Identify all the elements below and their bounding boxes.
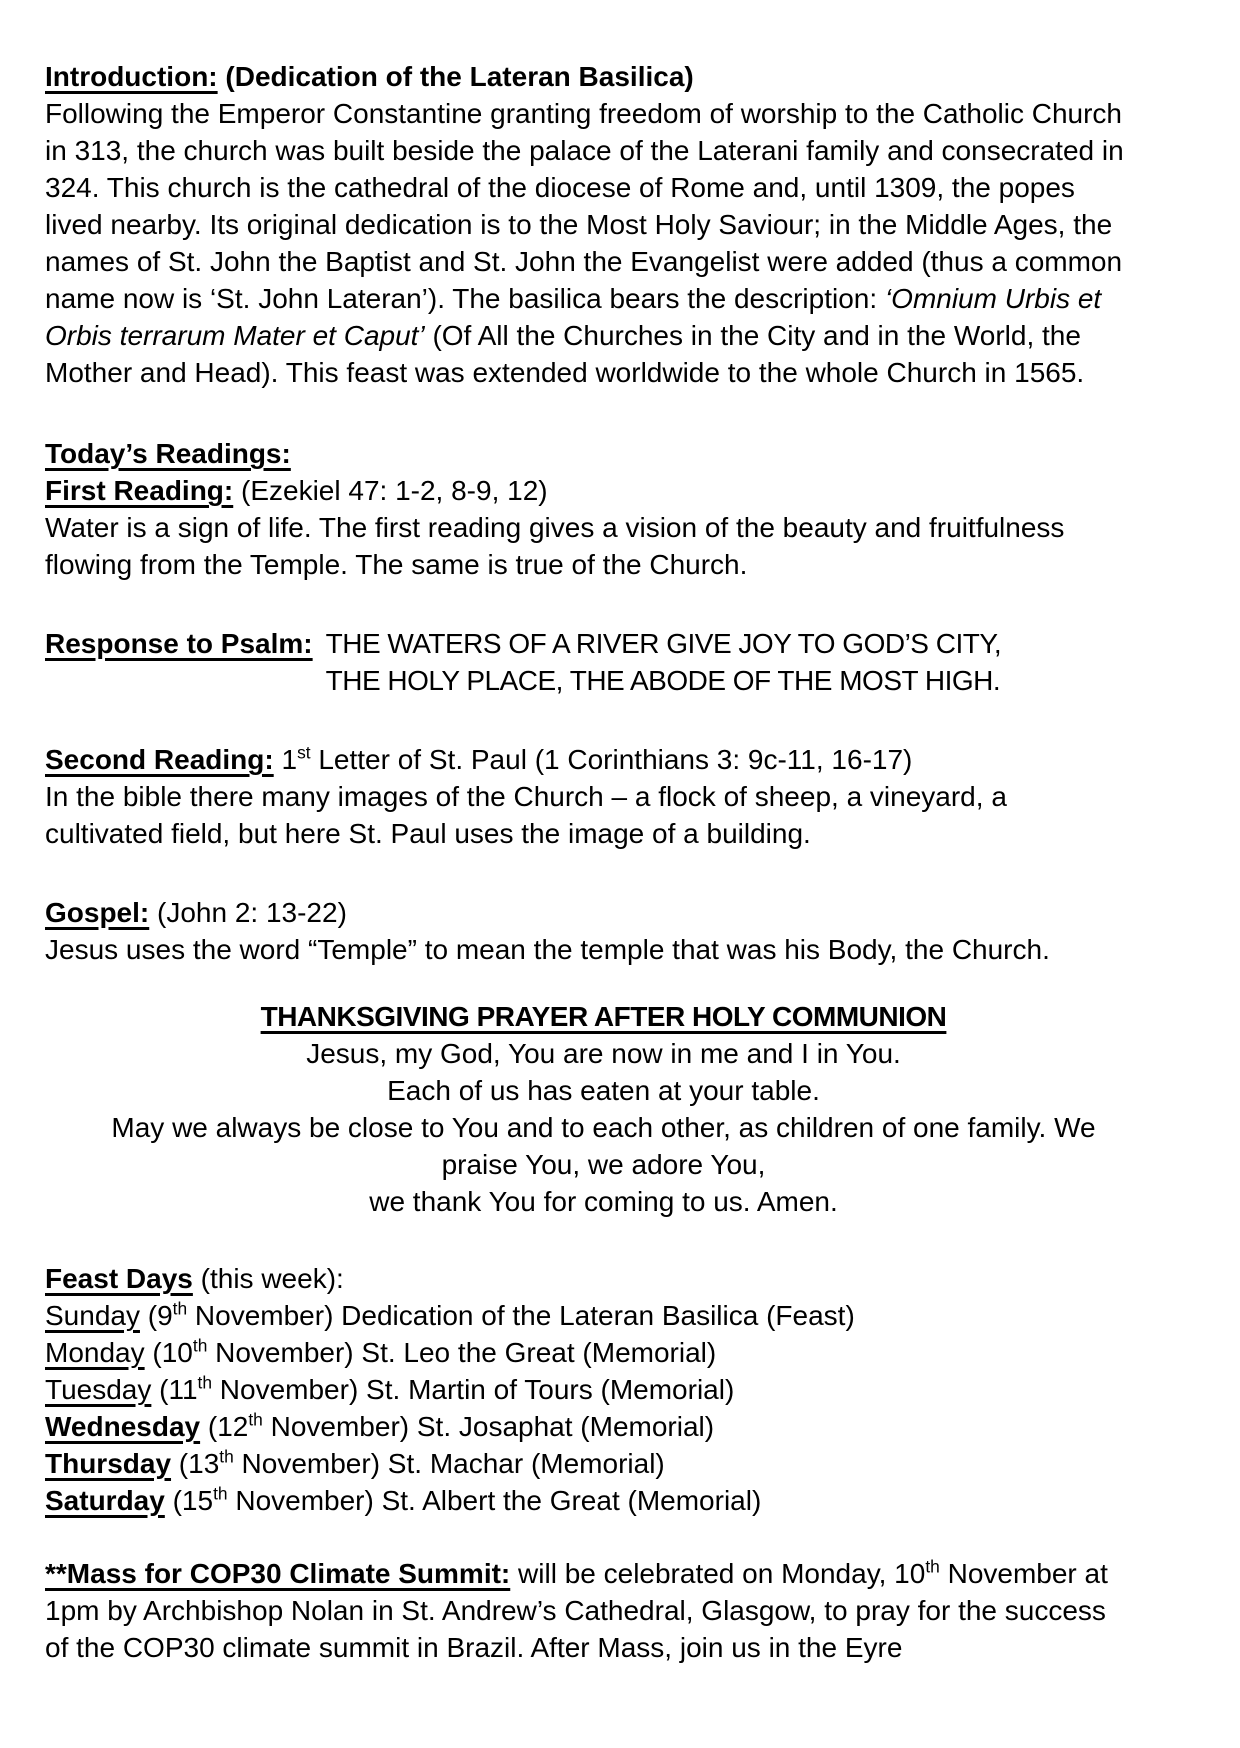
feast-day-row xyxy=(45,1445,1195,1482)
feast-day-row xyxy=(45,1408,1195,1445)
feast-day-description: November) St. Josaphat (Memorial) xyxy=(262,1411,715,1442)
prayer-heading: THANKSGIVING PRAYER AFTER HOLY COMMUNION xyxy=(260,1001,947,1032)
cop30-label: **Mass for COP30 Climate Summit: xyxy=(45,1558,511,1589)
gospel-reference: (John 2: 13-22) xyxy=(149,897,347,928)
first-reading-label: First Reading: xyxy=(45,475,234,506)
feast-day-name: Sunday xyxy=(45,1300,140,1331)
feast-day-date-open: (10 xyxy=(144,1337,193,1368)
second-reading-heading xyxy=(45,741,1195,778)
feast-days-heading-rest: (this week): xyxy=(192,1263,344,1294)
prayer-line: praise You, we adore You, xyxy=(441,1149,766,1180)
feast-day-date-open: (15 xyxy=(164,1485,214,1516)
feast-day-ordinal-suffix: th xyxy=(213,1483,228,1504)
psalm-response-line2: THE HOLY PLACE, THE ABODE OF THE MOST HIGH. xyxy=(325,665,1001,696)
feast-day-row xyxy=(45,1334,1195,1371)
feast-day-row xyxy=(45,1371,1195,1408)
feast-days-heading xyxy=(45,1260,1195,1297)
psalm-response-lines xyxy=(326,625,1002,699)
first-reading-body: Water is a sign of life. The first reading gives a vision of the beauty and fruitfulness flowing from the Temple. The same is true of the Church. xyxy=(45,512,1065,580)
cop30-text-before-sup: will be celebrated on Monday, 10 xyxy=(510,1558,926,1589)
first-reading-heading xyxy=(45,472,1195,509)
second-reading-reference: Letter of St. Paul (1 Corinthians 3: 9c-11, 16-17) xyxy=(310,744,913,775)
second-reading-label: Second Reading: xyxy=(45,744,274,775)
introduction-body xyxy=(45,95,1125,391)
prayer-lines xyxy=(45,1035,1162,1220)
first-reading-reference: (Ezekiel 47: 1-2, 8-9, 12) xyxy=(233,475,548,506)
feast-day-row xyxy=(45,1482,1195,1519)
prayer-line: we thank You for coming to us. Amen. xyxy=(369,1186,838,1217)
psalm-response-line1: THE WATERS OF A RIVER GIVE JOY TO GOD’S CITY, xyxy=(325,628,1002,659)
second-reading-number: 1 xyxy=(273,744,298,775)
prayer-line: May we always be close to You and to each other, as children of one family. We xyxy=(111,1112,1096,1143)
section-second-reading xyxy=(45,741,1195,852)
feast-day-name: Saturday xyxy=(45,1485,165,1516)
todays-readings-heading: Today’s Readings: xyxy=(45,438,291,469)
feast-days-label: Feast Days xyxy=(45,1263,193,1294)
feast-day-description: November) St. Martin of Tours (Memorial) xyxy=(212,1374,735,1405)
feast-day-description: November) St. Albert the Great (Memorial) xyxy=(227,1485,762,1516)
prayer-line: Jesus, my God, You are now in me and I in You. xyxy=(306,1038,901,1069)
prayer-line: Each of us has eaten at your table. xyxy=(387,1075,820,1106)
feast-day-name: Monday xyxy=(45,1337,145,1368)
section-feast-days xyxy=(45,1260,1195,1519)
cop30-ordinal-suffix: th xyxy=(925,1556,940,1577)
second-reading-body: In the bible there many images of the Church – a flock of sheep, a vineyard, a cultivated field, but here St. Paul uses the image of a building. xyxy=(45,781,1007,849)
introduction-body-text: Following the Emperor Constantine granting freedom of worship to the Catholic Church in 313, the church was built beside the palace of the Laterani family and consecrated in 324. This church is the cathedral of the diocese of Rome and, until 1309, the popes lived nearby. Its original dedication is to the Most Holy Saviour; in the Middle Ages, the names of St. John the Baptist and St. John the Evangelist were added (thus a common name now is ‘St. John Lateran’). The basilica bears the description: xyxy=(45,98,1124,314)
section-cop30-mass xyxy=(45,1555,1195,1666)
feast-day-ordinal-suffix: th xyxy=(219,1446,234,1467)
section-psalm-response xyxy=(45,625,1195,699)
introduction-body-text-end: (Of All the Churches in the City and in the World, the Mother and Head). This feast was extended worldwide to the whole Church in 1565. xyxy=(45,320,1085,388)
feast-day-name: Thursday xyxy=(45,1448,172,1479)
introduction-title-rest: (Dedication of the Lateran Basilica) xyxy=(217,61,694,92)
section-introduction xyxy=(45,58,1195,391)
gospel-body: Jesus uses the word “Temple” to mean the temple that was his Body, the Church. xyxy=(45,934,1050,965)
introduction-label: Introduction: xyxy=(45,61,218,92)
cop30-text-after-sup: November at 1pm by Archbishop Nolan in St. Andrew’s Cathedral, Glasgow, to pray for the success of the COP30 climate summit in Brazil. After Mass, join us in the Eyre xyxy=(45,1558,1108,1663)
feast-day-row xyxy=(45,1297,1195,1334)
feast-day-ordinal-suffix: th xyxy=(197,1372,213,1393)
feast-days-list xyxy=(45,1297,1195,1519)
psalm-response-label: Response to Psalm: xyxy=(45,628,313,659)
feast-day-ordinal-suffix: th xyxy=(248,1409,263,1430)
introduction-heading xyxy=(45,58,1195,95)
gospel-heading xyxy=(45,894,1195,931)
feast-day-description: November) St. Machar (Memorial) xyxy=(233,1448,665,1479)
feast-day-date-open: (13 xyxy=(171,1448,220,1479)
cop30-notice xyxy=(45,1555,1125,1666)
feast-day-ordinal-suffix: th xyxy=(192,1335,208,1356)
gospel-label: Gospel: xyxy=(45,897,150,928)
section-thanksgiving-prayer xyxy=(45,998,1195,1220)
introduction-latin-phrase: ‘Omnium Urbis et Orbis terrarum Mater et Caput’ xyxy=(45,283,1102,351)
feast-day-name: Wednesday xyxy=(45,1411,201,1442)
feast-day-date-open: (11 xyxy=(151,1374,198,1405)
psalm-response xyxy=(45,625,1195,699)
feast-day-description: November) St. Leo the Great (Memorial) xyxy=(207,1337,717,1368)
feast-day-date-open: (12 xyxy=(200,1411,249,1442)
section-gospel xyxy=(45,894,1195,968)
second-reading-ordinal-suffix: st xyxy=(297,742,311,763)
feast-day-date-open: (9 xyxy=(139,1300,173,1331)
section-todays-readings xyxy=(45,435,1195,583)
feast-day-description: November) Dedication of the Lateran Basilica (Feast) xyxy=(187,1300,855,1331)
feast-day-ordinal-suffix: th xyxy=(172,1298,188,1319)
feast-day-name: Tuesday xyxy=(45,1374,152,1405)
